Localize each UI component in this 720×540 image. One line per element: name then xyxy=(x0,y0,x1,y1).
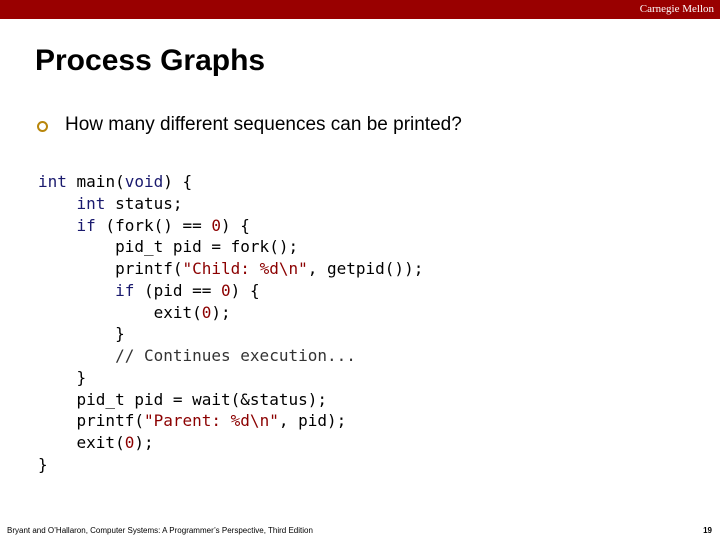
slide-title: Process Graphs xyxy=(35,44,266,77)
bullet-circle-icon xyxy=(37,121,48,132)
code-line: int main(void) { xyxy=(38,172,193,191)
brand-label: Carnegie Mellon xyxy=(639,3,714,15)
code-line: // Continues execution... xyxy=(115,346,356,365)
code-line: int status; xyxy=(76,193,183,213)
bullet-text: How many different sequences can be printed? xyxy=(65,114,462,135)
code-line: if (pid == 0) { xyxy=(115,280,260,300)
code-line: pid_t pid = wait(&status); xyxy=(38,389,327,409)
code-line: exit(0); xyxy=(38,433,154,452)
code-line: printf("Child: %d\n", getpid()); xyxy=(38,259,424,278)
header-bar xyxy=(0,0,720,19)
code-line: printf("Parent: %d\n", pid); xyxy=(38,411,347,431)
code-line: pid_t pid = fork(); xyxy=(38,237,299,257)
code-line: exit(0); xyxy=(38,302,231,322)
code-line: } xyxy=(38,324,125,344)
page-number: 19 xyxy=(703,526,712,535)
code-line: } xyxy=(38,454,48,474)
footer-citation: Bryant and O’Hallaron, Computer Systems: A Programmer’s Perspective, Third Edition xyxy=(7,526,313,535)
code-line: } xyxy=(38,367,87,387)
code-line: if (fork() == 0) { xyxy=(76,215,250,235)
code-block xyxy=(38,171,423,476)
